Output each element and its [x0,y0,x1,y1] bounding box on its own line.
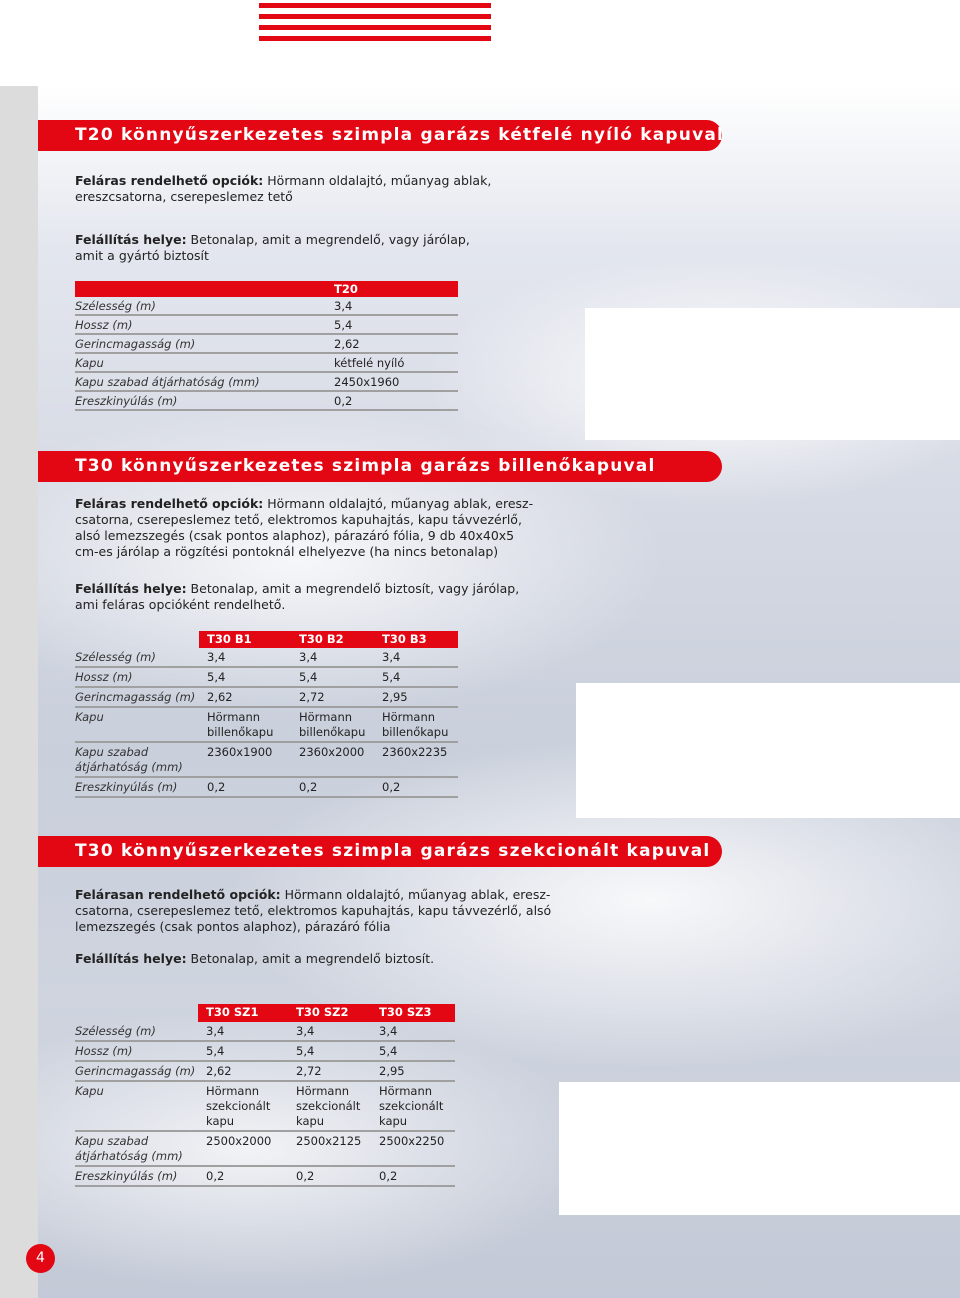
cell-value: 3,4 [296,1024,315,1038]
image-placeholder-t30-b [576,683,960,818]
row-label: Kapu [75,1084,104,1098]
cell-value: Hörmann [299,710,353,724]
table-header [199,631,458,648]
row-label-2: átjárhatóság (mm) [75,760,183,774]
table-header [198,1004,455,1022]
cell-value: 2500x2250 [379,1134,445,1148]
t20-location [75,232,470,264]
t30b-location [75,581,519,613]
cell-value: kapu [206,1114,235,1128]
cell-value: 0,2 [334,394,353,408]
row-label: Kapu szabad [75,745,149,759]
row-label: Szélesség (m) [75,1024,156,1038]
table-row [75,743,458,778]
cell-value: kétfelé nyíló [334,356,405,370]
cell-value: 0,2 [207,780,226,794]
left-margin-bar [0,86,38,1298]
t30sz-spec-table [75,1004,455,1187]
section-title-t30-sz: T30 könnyűszerkezetes szimpla garázs szekcionált kapuval [38,836,722,867]
t30sz-location-text: Betonalap, amit a megrendelő biztosít. [186,951,435,966]
cell-value: 2500x2125 [296,1134,362,1148]
image-placeholder-t30-sz [559,1082,960,1215]
table-row [75,708,458,743]
row-label-2: átjárhatóság (mm) [75,1149,183,1163]
table-row [75,1022,455,1042]
t20-options-label: Feláras rendelhető opciók: [75,173,264,188]
cell-value: 3,4 [206,1024,225,1038]
table-row [75,778,458,798]
table-row [75,1167,455,1187]
row-label: Kapu szabad [75,1134,149,1148]
cell-value: 2,62 [207,690,233,704]
table-row [75,648,458,668]
t30sz-location [75,951,434,967]
cell-value: 3,4 [382,650,401,664]
row-label: Gerincmagasság (m) [75,1064,196,1078]
cell-value: Hörmann [206,1084,260,1098]
cell-value: 2500x2000 [206,1134,272,1148]
t30sz-location-label: Felállítás helye: [75,951,187,966]
cell-value: Hörmann [382,710,436,724]
cell-value: 3,4 [334,299,353,313]
cell-value: 5,4 [334,318,353,332]
table-row [75,335,458,354]
column-header: T30 B1 [207,632,252,646]
cell-value: szekcionált [206,1099,271,1113]
t30b-location-text: Betonalap, amit a megrendelő biztosít, vagy járólap, [186,581,520,596]
t20-options-text: Hörmann oldalajtó, műanyag ablak, [263,173,492,188]
cell-value: 5,4 [382,670,401,684]
cell-value: 2,72 [299,690,325,704]
t20-location-text: Betonalap, amit a megrendelő, vagy járólap, [186,232,470,247]
cell-value: 3,4 [299,650,318,664]
t30b-options [75,496,533,560]
cell-value: 5,4 [296,1044,315,1058]
cell-value: 0,2 [379,1169,398,1183]
table-row [75,1132,455,1167]
cell-value: 2,62 [334,337,360,351]
table-row [75,1082,455,1132]
cell-value: 3,4 [207,650,226,664]
cell-value: szekcionált [379,1099,444,1113]
row-label: Kapu [75,710,104,724]
row-label: Hossz (m) [75,318,133,332]
cell-value: kapu [296,1114,325,1128]
cell-value: 2450x1960 [334,375,400,389]
row-label: Kapu [75,356,104,370]
t30b-location-text-2: ami feláras opcióként rendelhető. [75,597,286,612]
cell-value: Hörmann [379,1084,433,1098]
t20-location-label: Felállítás helye: [75,232,187,247]
section-title-t30-b: T30 könnyűszerkezetes szimpla garázs billenőkapuval [38,451,722,482]
t20-spec-table [75,281,458,411]
row-label: Hossz (m) [75,670,133,684]
table-row [75,373,458,392]
t30sz-options-text: Hörmann oldalajtó, műanyag ablak, eresz- [280,887,551,902]
t30sz-options-text-2: csatorna, cserepeslemez tető, elektromos kapuhajtás, kapu távvezérlő, alsó [75,903,552,918]
cell-value: Hörmann [207,710,261,724]
t30b-options-text-2: csatorna, cserepeslemez tető, elektromos kapuhajtás, kapu távvezérlő, [75,512,522,527]
cell-value: kapu [379,1114,408,1128]
cell-value: 2,62 [206,1064,232,1078]
row-label: Ereszkinyúlás (m) [75,394,178,408]
t20-options [75,173,491,205]
cell-value: Hörmann [296,1084,350,1098]
row-label: Ereszkinyúlás (m) [75,1169,178,1183]
t30sz-options [75,887,551,935]
brand-stripes-logo [259,3,491,47]
table-row [75,1042,455,1062]
page-number: 4 [26,1244,55,1273]
row-label: Szélesség (m) [75,650,156,664]
column-header: T30 B3 [382,632,427,646]
cell-value: 5,4 [207,670,226,684]
cell-value: 5,4 [206,1044,225,1058]
table-row [75,688,458,708]
table-row [75,392,458,411]
table-row [75,297,458,316]
row-label: Hossz (m) [75,1044,133,1058]
column-header: T30 B2 [299,632,344,646]
t30b-spec-table [75,631,458,798]
cell-value: 5,4 [299,670,318,684]
cell-value: 0,2 [296,1169,315,1183]
cell-value: 5,4 [379,1044,398,1058]
t20-options-text-2: ereszcsatorna, cserepeslemez tető [75,189,293,204]
cell-value: 3,4 [379,1024,398,1038]
row-label: Gerincmagasság (m) [75,690,196,704]
column-header: T20 [334,282,358,296]
table-row [75,1062,455,1082]
t30b-options-text: Hörmann oldalajtó, műanyag ablak, eresz- [263,496,534,511]
row-label: Szélesség (m) [75,299,156,313]
table-header [75,281,458,297]
cell-value: 2360x2235 [382,745,448,759]
t20-location-text-2: amit a gyártó biztosít [75,248,209,263]
section-title-t20: T20 könnyűszerkezetes szimpla garázs kétfelé nyíló kapuval [38,120,722,151]
cell-value: 0,2 [299,780,318,794]
table-row [75,668,458,688]
table-row [75,316,458,335]
column-header: T30 SZ3 [379,1005,432,1019]
row-label: Gerincmagasság (m) [75,337,196,351]
table-row [75,354,458,373]
cell-value: 2360x2000 [299,745,365,759]
row-label: Ereszkinyúlás (m) [75,780,178,794]
cell-value: billenőkapu [207,725,274,739]
t30b-options-text-4: cm-es járólap a rögzítési pontoknál elhelyezve (ha nincs betonalap) [75,544,499,559]
t30b-location-label: Felállítás helye: [75,581,187,596]
row-label: Kapu szabad átjárhatóság (mm) [75,375,260,389]
cell-value: 2,72 [296,1064,322,1078]
cell-value: szekcionált [296,1099,361,1113]
t30sz-options-label: Felárasan rendelhető opciók: [75,887,281,902]
cell-value: 2360x1900 [207,745,273,759]
t30b-options-text-3: alsó lemezszegés (csak pontos alaphoz), párazáró fólia, 9 db 40x40x5 [75,528,515,543]
cell-value: 0,2 [206,1169,225,1183]
column-header: T30 SZ1 [206,1005,259,1019]
t30b-options-label: Feláras rendelhető opciók: [75,496,264,511]
image-placeholder-t20 [585,308,960,440]
t30sz-options-text-3: lemezszegés (csak pontos alaphoz), párazáró fólia [75,919,391,934]
cell-value: 0,2 [382,780,401,794]
cell-value: 2,95 [379,1064,405,1078]
cell-value: billenőkapu [299,725,366,739]
column-header: T30 SZ2 [296,1005,349,1019]
cell-value: billenőkapu [382,725,449,739]
cell-value: 2,95 [382,690,408,704]
